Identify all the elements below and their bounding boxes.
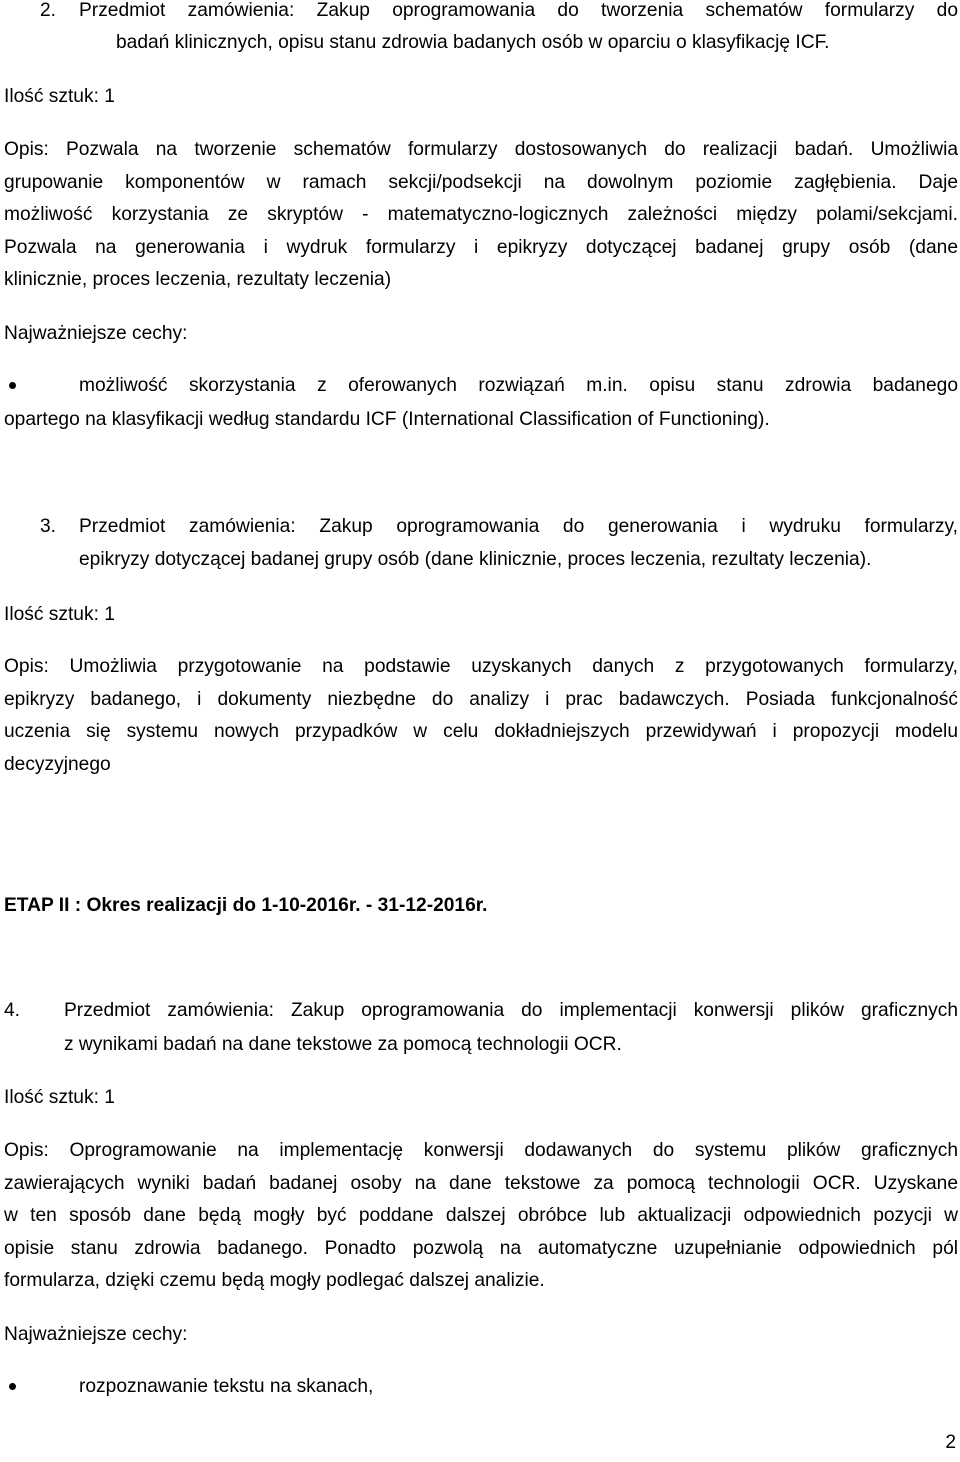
- description-line: uczenia się systemu nowych przypadków w celu dokładniejszych przewidywań i propozycji modelu: [4, 721, 958, 742]
- description-line: możliwość korzystania ze skryptów - matematyczno-logicznych zależności między polami/sekcjami.: [4, 204, 958, 225]
- feature-line: możliwość skorzystania z oferowanych rozwiązań m.in. opisu stanu zdrowia badanego: [79, 375, 958, 396]
- description-line: grupowanie komponentów w ramach sekcji/podsekcji na dowolnym poziomie zagłębienia. Daje: [4, 172, 958, 193]
- item-title-line: badań klinicznych, opisu stanu zdrowia badanych osób w oparciu o klasyfikację ICF.: [116, 32, 830, 53]
- description-line: epikryzy badanego, i dokumenty niezbędne do analizy i prac badawczych. Posiada funkcjonalność: [4, 689, 958, 710]
- quantity-label: Ilość sztuk: 1: [4, 604, 115, 625]
- page-number: 2: [945, 1432, 956, 1453]
- description-line: Opis: Pozwala na tworzenie schematów formularzy dostosowanych do realizacji badań. Umożliwia: [4, 139, 958, 160]
- description-line: formularza, dzięki czemu będą mogły podlegać dalszej analizie.: [4, 1270, 545, 1291]
- feature-line: rozpoznawanie tekstu na skanach,: [79, 1376, 374, 1397]
- description-line: decyzyjnego: [4, 754, 111, 775]
- description-line: zawierających wyniki badań badanej osoby na dane tekstowe za pomocą technologii OCR. Uzyskane: [4, 1173, 958, 1194]
- quantity-label: Ilość sztuk: 1: [4, 1087, 115, 1108]
- description-line: Opis: Umożliwia przygotowanie na podstawie uzyskanych danych z przygotowanych formularzy,: [4, 656, 958, 677]
- features-heading: Najważniejsze cechy:: [4, 323, 188, 344]
- item-title-line: epikryzy dotyczącej badanej grupy osób (dane klinicznie, proces leczenia, rezultaty leczenia).: [79, 549, 872, 570]
- description-line: opisie stanu zdrowia badanego. Ponadto pozwolą na automatyczne uzupełnianie odpowiednich pól: [4, 1238, 958, 1259]
- item-title-line: z wynikami badań na dane tekstowe za pomocą technologii OCR.: [64, 1034, 622, 1055]
- bullet-icon: [9, 1383, 16, 1390]
- item-title-line: Przedmiot zamówienia: Zakup oprogramowania do generowania i wydruku formularzy,: [79, 516, 958, 537]
- features-heading: Najważniejsze cechy:: [4, 1324, 188, 1345]
- stage-heading: ETAP II : Okres realizacji do 1-10-2016r. - 31-12-2016r.: [4, 895, 488, 916]
- feature-line: opartego na klasyfikacji według standardu ICF (International Classification of Functioning).: [4, 409, 770, 430]
- item-title-line: Przedmiot zamówienia: Zakup oprogramowania do tworzenia schematów formularzy do: [79, 0, 958, 21]
- item-number: 2.: [40, 0, 57, 21]
- description-line: w ten sposób dane będą mogły być poddane dalszej obróbce lub aktualizacji odpowiednich pozycji w: [4, 1205, 958, 1226]
- item-number: 3.: [40, 516, 57, 537]
- bullet-icon: [9, 382, 16, 389]
- description-line: Opis: Oprogramowanie na implementację konwersji dodawanych do systemu plików graficznych: [4, 1140, 958, 1161]
- quantity-label: Ilość sztuk: 1: [4, 86, 115, 107]
- item-title-line: Przedmiot zamówienia: Zakup oprogramowania do implementacji konwersji plików graficznych: [64, 1000, 958, 1021]
- description-line: klinicznie, proces leczenia, rezultaty leczenia): [4, 269, 392, 290]
- item-number: 4.: [4, 1000, 21, 1021]
- description-line: Pozwala na generowania i wydruk formularzy i epikryzy dotyczącej badanej grupy osób (dane: [4, 237, 958, 258]
